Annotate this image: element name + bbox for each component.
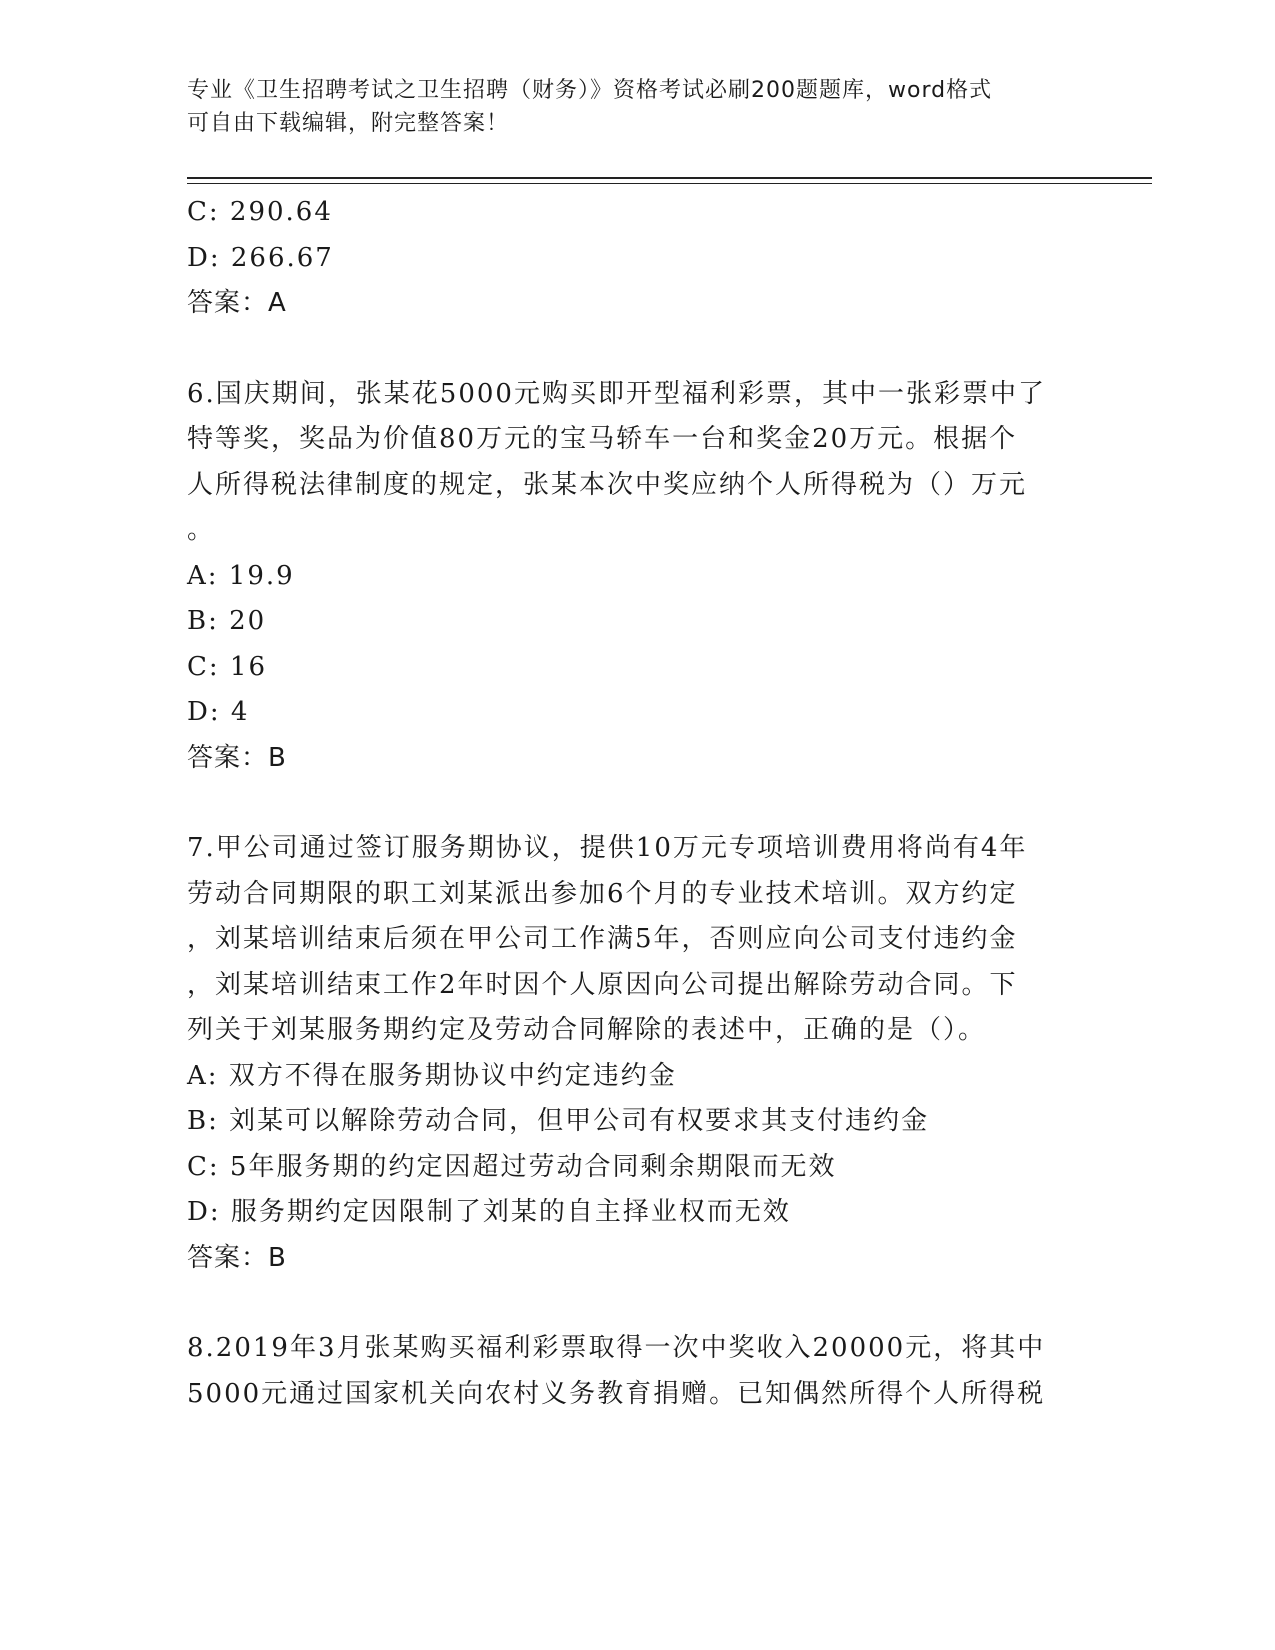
header-title-line-1: 专业《卫生招聘考试之卫生招聘（财务）》资格考试必刷200题题库，word格式 bbox=[187, 78, 993, 103]
spacer bbox=[187, 781, 1087, 826]
header-title-line-2: 可自由下载编辑，附完整答案！ bbox=[187, 111, 510, 136]
q6-option-a: A: 19.9 bbox=[187, 560, 295, 591]
q6-option-c: C: 16 bbox=[187, 651, 268, 682]
q6-option-d: D: 4 bbox=[187, 697, 250, 727]
q7-option-d: D: 服务期约定因限制了刘某的自主择业权而无效 bbox=[187, 1197, 791, 1227]
spacer bbox=[187, 327, 1087, 372]
q8-stem-line-1: 8.2019年3月张某购买福利彩票取得一次中奖收入20000元，将其中 bbox=[187, 1333, 1046, 1363]
q5-option-c: C: 290.64 bbox=[187, 197, 333, 227]
q7-stem-line-3: ，刘某培训结束后须在甲公司工作满5年，否则应向公司支付违约金 bbox=[187, 924, 1018, 954]
q7-stem-line-5: 列关于刘某服务期约定及劳动合同解除的表述中，正确的是（）。 bbox=[187, 1015, 987, 1045]
q6-option-b: B: 20 bbox=[187, 606, 267, 636]
q8-stem-line-2: 5000元通过国家机关向农村义务教育捐赠。已知偶然所得个人所得税 bbox=[187, 1378, 1046, 1409]
spacer bbox=[187, 1281, 1087, 1326]
q6-stem-line-3: 人所得税法律制度的规定，张某本次中奖应纳个人所得税为（）万元 bbox=[187, 469, 1028, 500]
question-content bbox=[187, 190, 1087, 1417]
q6-stem-line-4: 。 bbox=[187, 515, 216, 545]
q5-answer: 答案：A bbox=[187, 288, 287, 318]
header-divider-thin bbox=[187, 183, 1152, 184]
q7-stem-line-1: 7.甲公司通过签订服务期协议，提供10万元专项培训费用将尚有4年 bbox=[187, 833, 1028, 863]
q7-answer: 答案：B bbox=[187, 1242, 287, 1273]
q6-stem-line-1: 6.国庆期间，张某花5000元购买即开型福利彩票，其中一张彩票中了 bbox=[187, 378, 1046, 409]
q7-stem-line-2: 劳动合同期限的职工刘某派出参加6个月的专业技术培训。双方约定 bbox=[187, 878, 1018, 909]
q7-stem-line-4: ，刘某培训结束工作2年时因个人原因向公司提出解除劳动合同。下 bbox=[187, 969, 1018, 1000]
q6-answer: 答案：B bbox=[187, 742, 287, 773]
q6-stem-line-2: 特等奖，奖品为价值80万元的宝马轿车一台和奖金20万元。根据个 bbox=[187, 424, 1018, 454]
q7-option-b: B: 刘某可以解除劳动合同，但甲公司有权要求其支付违约金 bbox=[187, 1106, 930, 1136]
q7-option-c: C: 5年服务期的约定因超过劳动合同剩余期限而无效 bbox=[187, 1151, 837, 1182]
q5-option-d: D: 266.67 bbox=[187, 242, 334, 273]
q7-option-a: A: 双方不得在服务期协议中约定违约金 bbox=[187, 1060, 677, 1091]
header-divider-thick bbox=[187, 177, 1152, 179]
page-header bbox=[187, 74, 1067, 140]
